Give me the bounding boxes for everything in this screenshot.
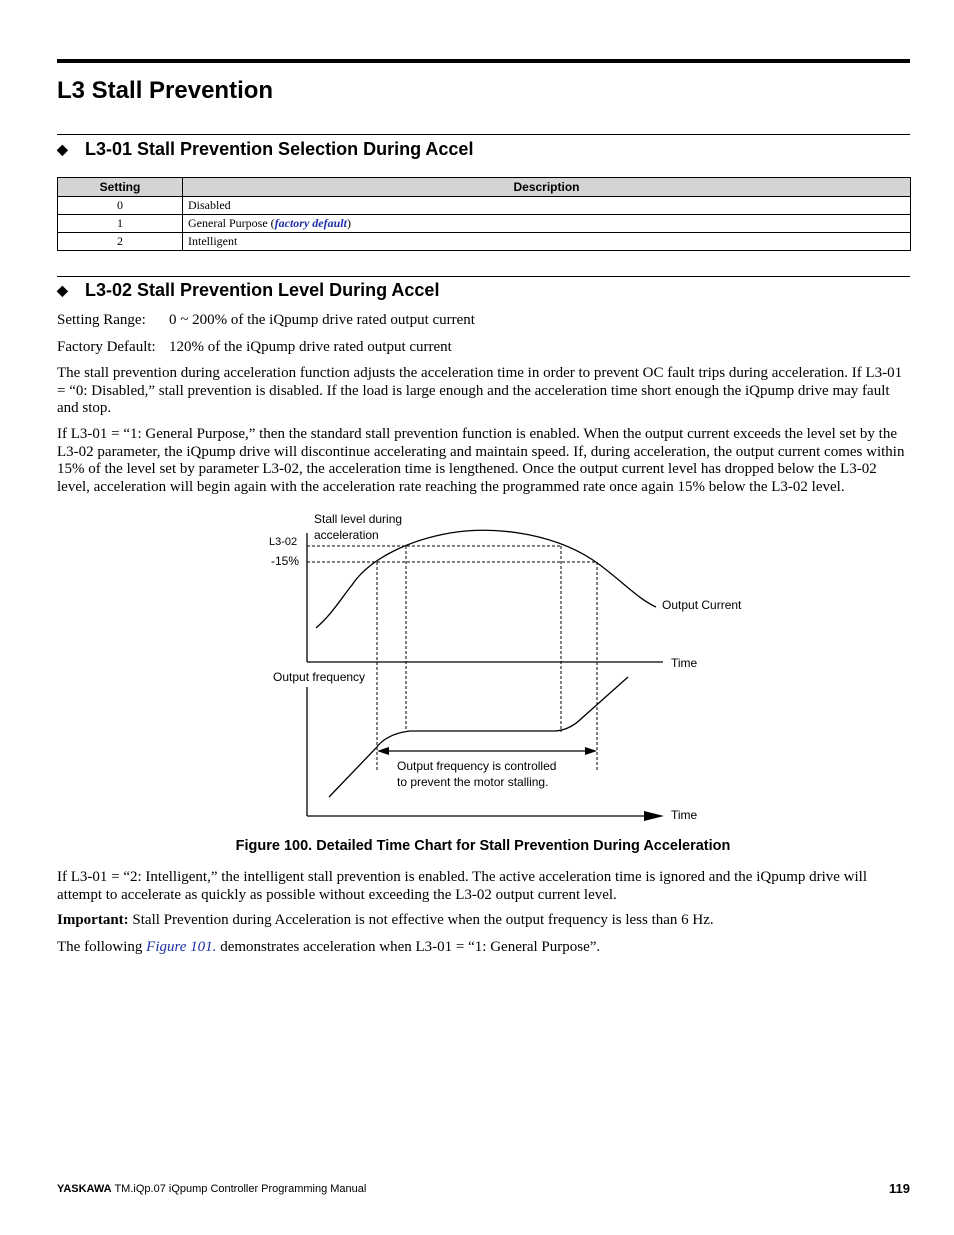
figure-caption: Figure 100. Detailed Time Chart for Stall Prevention During Acceleration bbox=[235, 838, 731, 854]
description-cell: Intelligent bbox=[183, 233, 911, 251]
paragraph: The stall prevention during acceleration function adjusts the acceleration time in order to prevent OC fault trips during acceleration. If L3-01 = “0: Disabled,” stall prevention is disabled. If the load is large enough and the acceleration time short enough the iQpump drive may fault and stop. bbox=[57, 365, 903, 416]
description-cell: General Purpose (factory default) bbox=[183, 215, 911, 233]
footer-manual-title: YASKAWA TM.iQp.07 iQpump Controller Programming Manual bbox=[57, 1183, 367, 1195]
figure-101-link[interactable]: Figure 101. bbox=[146, 939, 217, 955]
important-note: Important: Stall Prevention during Acceleration is not effective when the output frequency is less than 6 Hz. bbox=[57, 912, 714, 928]
arrowhead-right-icon bbox=[585, 747, 597, 755]
time-label-top: Time bbox=[671, 656, 698, 670]
section-heading-l3-02: ◆ L3-02 Stall Prevention Level During Accel bbox=[57, 280, 440, 300]
stall-level-label: Stall level during bbox=[314, 512, 403, 526]
factory-default: Factory Default: 120% of the iQpump drive rated output current bbox=[57, 339, 452, 355]
diamond-bullet-icon: ◆ bbox=[57, 282, 68, 298]
stall-level-label: acceleration bbox=[314, 528, 379, 542]
diamond-bullet-icon: ◆ bbox=[57, 141, 68, 157]
paragraph: If L3-01 = “2: Intelligent,” the intelligent stall prevention is enabled. The active acceleration time is ignored and the iQpump drive will attempt to accelerate as quickly as possible without exceeding the L3-02 output current level. bbox=[57, 869, 868, 903]
page-number: 119 bbox=[889, 1181, 910, 1196]
column-header-description: Description bbox=[183, 178, 911, 197]
paragraph: The following Figure 101. demonstrates acceleration when L3-01 = “1: General Purpose”. bbox=[57, 939, 601, 955]
section-heading-l3-01: ◆ L3-01 Stall Prevention Selection During Accel bbox=[57, 139, 474, 159]
setting-cell: 1 bbox=[58, 215, 183, 233]
paragraph: If L3-01 = “1: General Purpose,” then the standard stall prevention function is enabled. When the output current exceeds the level set by the L3-02 parameter, the iQpump drive will discontinue accelerating and maintain speed. If, during acceleration, the output current comes within 15% of the level set by parameter L3-02, the acceleration time is lengthened. Once the output current level has dropped below the L3-02 level, acceleration will begin again with the acceleration rate reaching the programmed rate once again 15% below the L3-02 level. bbox=[57, 426, 905, 495]
setting-cell: 0 bbox=[58, 197, 183, 215]
l3-02-label: L3-02 bbox=[269, 536, 298, 548]
minus-15-label: -15% bbox=[271, 554, 300, 568]
setting-cell: 2 bbox=[58, 233, 183, 251]
description-cell: Disabled bbox=[183, 197, 911, 215]
controlled-note: to prevent the motor stalling. bbox=[397, 775, 549, 789]
output-frequency-label: Output frequency bbox=[273, 670, 366, 684]
page-title: L3 Stall Prevention bbox=[57, 77, 274, 104]
arrowhead-left-icon bbox=[377, 747, 389, 755]
factory-default-tag: factory default bbox=[274, 216, 347, 230]
setting-range: Setting Range: 0 ~ 200% of the iQpump drive rated output current bbox=[57, 312, 475, 328]
output-current-label: Output Current bbox=[662, 598, 742, 612]
time-label-bottom: Time bbox=[671, 808, 698, 822]
column-header-setting: Setting bbox=[58, 178, 183, 197]
output-current-curve bbox=[316, 530, 656, 628]
controlled-note: Output frequency is controlled bbox=[397, 759, 557, 773]
time-axis-arrowhead-icon bbox=[644, 811, 664, 821]
